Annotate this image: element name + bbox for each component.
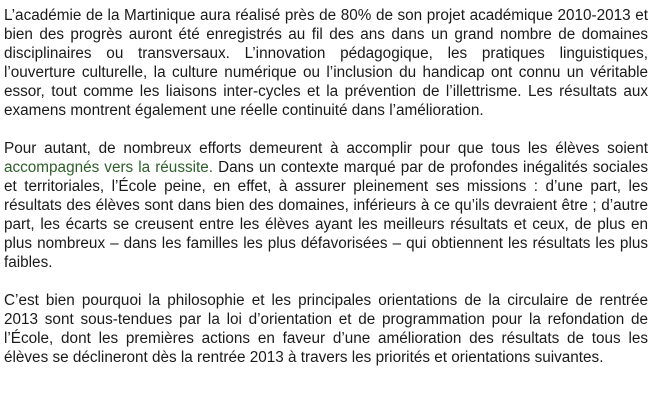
paragraph-intro: L’académie de la Martinique aura réalisé près de 80% de son projet académique 2010-2013 et bien des progrès auront été enregistrés au fil des ans dans un grand nombre de domaines disciplinaires ou transversaux. L’innovation pédagogique, les pratiques linguistiques, l’ouverture culturelle, la culture numérique ou l’inclusion du handicap ont connu un véritable essor, tout comme les liaisons inter-cycles et la prévention de l’illettrisme. Les résultats aux examens montrent également une réelle continuité dans l’amélioration. xyxy=(4,7,648,119)
paragraph-challenges-lead: Pour autant, de nombreux efforts demeurent à accomplir pour que tous les élèves soient xyxy=(4,140,648,157)
paragraph-challenges xyxy=(4,139,648,272)
paragraph-orientations: C’est bien pourquoi la philosophie et les principales orientations de la circulaire de rentrée 2013 sont sous-tendues par la loi d’orientation et de programmation pour la refondation de l’École, dont les premières actions en faveur d’une amélioration des résultats de tous les élèves se déclineront dès la rentrée 2013 à travers les priorités et orientations suivantes. xyxy=(4,292,648,366)
paragraph-challenges-rest: Dans un contexte marqué par de profondes inégalités sociales et territoriales, l’École peine, en effet, à assurer pleinement ses missions : d’une part, les résultats des élèves sont dans bien des domaines, inférieurs à ce qu’ils devraient être ; d’autre part, les écarts se creusent entre les élèves ayant les meilleurs résultats et ceux, de plus en plus nombreux – dans les familles les plus défavorisées – qui obtiennent les résultats les plus faibles. xyxy=(4,159,648,271)
paragraph-challenges-highlight: accompagnés vers la réussite. xyxy=(4,159,214,176)
